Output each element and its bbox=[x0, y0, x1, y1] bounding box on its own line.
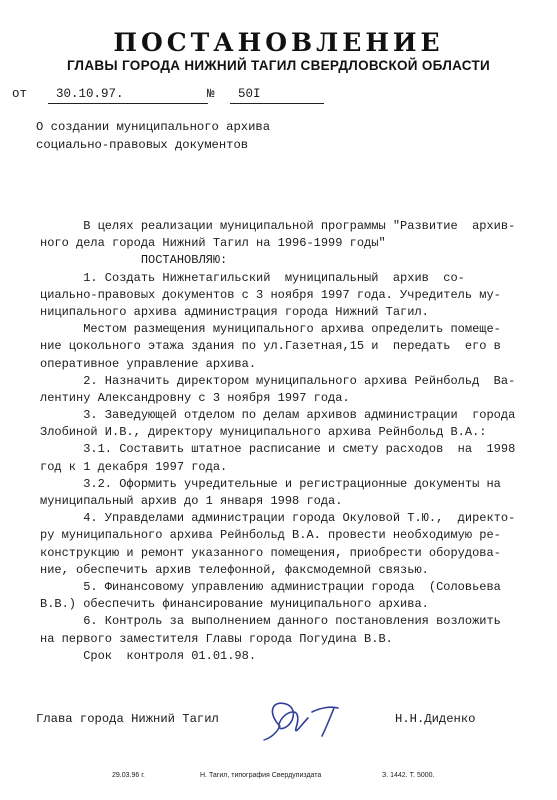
body-line: 1. Создать Нижнетагильский муниципальный архив со- bbox=[40, 270, 465, 285]
body-line: Злобиной И.В., директору муниципального архива Рейнбольд В.А.: bbox=[40, 425, 487, 440]
body-line: ние, обеспечить архив телефонной, факсмодемной связью. bbox=[40, 562, 429, 577]
body-line: конструкцию и ремонт указанного помещения, приобрести оборудова- bbox=[40, 545, 501, 560]
body-line: 5. Финансовому управлению администрации города (Соловьева bbox=[40, 579, 501, 594]
signatory-title: Глава города Нижний Тагил bbox=[36, 712, 219, 726]
document-date: 30.10.97. bbox=[48, 87, 208, 104]
signatory-name: Н.Н.Диденко bbox=[395, 712, 476, 726]
document-title: ПОСТАНОВЛЕНИЕ bbox=[113, 28, 444, 57]
body-line: ру муниципального архива Рейнбольд В.А. провести необходимую ре- bbox=[40, 528, 501, 543]
subject-line: социально-правовых документов bbox=[36, 138, 249, 152]
body-line: лентину Александровну с 3 ноября 1997 года. bbox=[40, 390, 350, 405]
body-line: ного дела города Нижний Тагил на 1996-1999 годы" bbox=[40, 236, 386, 251]
body-line: ниципального архива администрация города Нижний Тагил. bbox=[40, 304, 429, 319]
body-line: ние цокольного этажа здания по ул.Газетная,15 и передать его в bbox=[40, 339, 501, 354]
document-subject bbox=[36, 118, 270, 154]
date-label: от bbox=[12, 87, 28, 101]
body-line: 3.2. Оформить учредительные и регистрационные документы на bbox=[40, 476, 501, 491]
body-line: на первого заместителя Главы города Погудина В.В. bbox=[40, 631, 393, 646]
body-line: 3. Заведующей отделом по делам архивов администрации города bbox=[40, 408, 516, 423]
footer-date: 29.03.96 г. bbox=[112, 772, 145, 779]
body-line: 2. Назначить директором муниципального архива Рейнбольд Ва- bbox=[40, 373, 516, 388]
footer-printer: Н. Тагил, типография Свердупиздата bbox=[200, 772, 322, 779]
handwritten-signature bbox=[250, 694, 360, 744]
body-line: муниципальный архив до 1 января 1998 года. bbox=[40, 494, 343, 508]
body-line: Срок контроля 01.01.98. bbox=[40, 648, 257, 663]
body-line: 3.1. Составить штатное расписание и смету расходов на 1998 bbox=[40, 442, 516, 457]
document-subtitle: ГЛАВЫ ГОРОДА НИЖНИЙ ТАГИЛ СВЕРДЛОВСКОЙ ОБЛАСТИ bbox=[66, 58, 491, 73]
body-line: ПОСТАНОВЛЯЮ: bbox=[40, 253, 228, 268]
number-label: № bbox=[207, 87, 215, 101]
body-line: год к 1 декабря 1997 года. bbox=[40, 459, 228, 474]
subject-line: О создании муниципального архива bbox=[36, 120, 271, 134]
document-number: 50I bbox=[230, 87, 324, 104]
document-body bbox=[40, 218, 516, 665]
body-line: В целях реализации муниципальной программы "Развитие архив- bbox=[40, 219, 516, 233]
body-line: 4. Управделами администрации города Окуловой Т.Ю., директо- bbox=[40, 511, 516, 526]
body-line: В.В.) обеспечить финансирование муниципального архива. bbox=[40, 597, 429, 612]
body-line: 6. Контроль за выполнением данного постановления возложить bbox=[40, 614, 501, 629]
body-line: Местом размещения муниципального архива определить помеще- bbox=[40, 322, 501, 337]
footer-order: З. 1442. Т. 5000. bbox=[382, 772, 435, 779]
body-line: циально-правовых документов с 3 ноября 1997 года. Учредитель му- bbox=[40, 287, 501, 302]
body-line: оперативное управление архива. bbox=[40, 356, 257, 371]
